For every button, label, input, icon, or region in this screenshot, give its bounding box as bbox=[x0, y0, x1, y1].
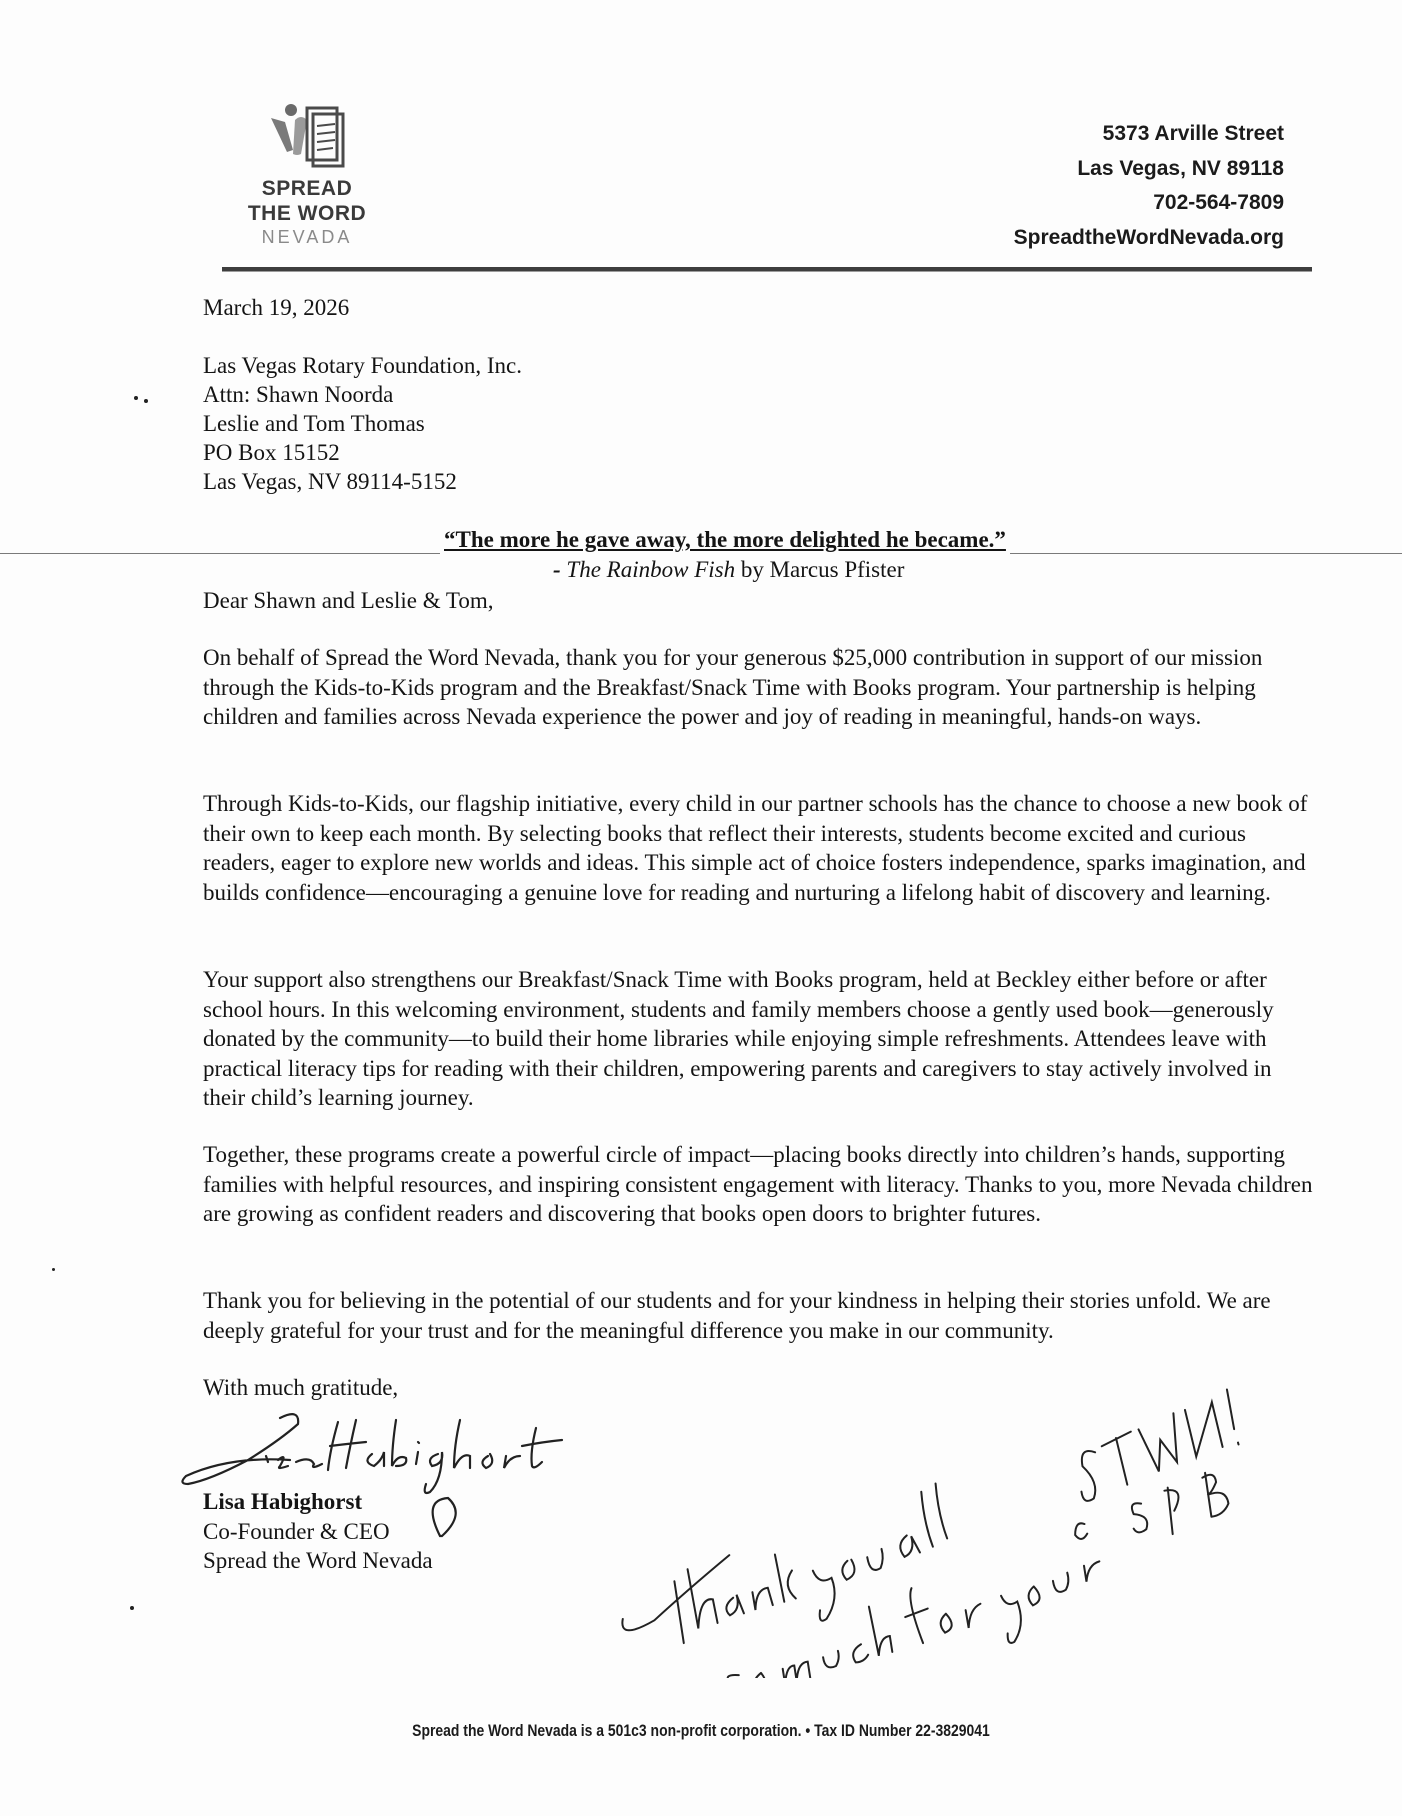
recipient-line: Attn: Shawn Noorda bbox=[203, 382, 394, 407]
phone-number: 702-564-7809 bbox=[1153, 191, 1284, 214]
signer-title: Co-Founder & CEO bbox=[203, 1518, 390, 1544]
body-paragraph: On behalf of Spread the Word Nevada, thank you for your generous $25,000 contribution in support of our mission through the Kids-to-Kids program and the Breakfast/Snack Time with Books program. Your partnership is helping children and families across Nevada experience the power and joy of reading in meaningful, hands-on ways. bbox=[203, 645, 1263, 729]
body-paragraph: Thank you for believing in the potential of our students and for your kindness in helping their stories unfold. We are deeply grateful for your trust and for the meaningful difference you make in our community. bbox=[203, 1288, 1271, 1343]
attribution-dash: - bbox=[553, 557, 567, 582]
footer-legal: Spread the Word Nevada is a 501c3 non-profit corporation. • Tax ID Number 22-3829041 bbox=[412, 1721, 990, 1740]
signer-name: Lisa Habighorst bbox=[203, 1489, 363, 1514]
website: SpreadtheWordNevada.org bbox=[1013, 225, 1284, 249]
epigraph-quote: “The more he gave away, the more delighted he became.” bbox=[440, 525, 1010, 554]
scan-speck bbox=[52, 1268, 55, 1271]
org-logo bbox=[222, 100, 392, 248]
street-address: 5373 Arville Street bbox=[1102, 122, 1284, 145]
recipient-line: Leslie and Tom Thomas bbox=[203, 411, 425, 436]
signer-organization: Spread the Word Nevada bbox=[203, 1548, 433, 1573]
book-reader-icon bbox=[261, 100, 353, 172]
body-paragraph: Your support also strengthens our Breakfast/Snack Time with Books program, held at Beckley either before or after school hours. In this welcoming environment, students and family members choose a gently used book—generously donated by the community—to build their home libraries while enjoying simple refreshments. Attendees leave with practical literacy tips for reading with their children, empowering parents and caregivers to stay actively involved in their child’s learning journey. bbox=[203, 967, 1274, 1110]
logo-line-nevada: NEVADA bbox=[261, 227, 353, 247]
book-author: by Marcus Pfister bbox=[735, 557, 905, 582]
epigraph-attribution bbox=[553, 555, 904, 584]
recipient-address bbox=[203, 351, 522, 496]
book-title: The Rainbow Fish bbox=[566, 557, 736, 582]
logo-line-the-word: THE WORD bbox=[247, 202, 367, 225]
recipient-line: Las Vegas Rotary Foundation, Inc. bbox=[203, 353, 522, 378]
letter-date: March 19, 2026 bbox=[203, 295, 350, 320]
letterhead-divider bbox=[222, 267, 1312, 272]
scan-speck bbox=[134, 396, 138, 400]
body-paragraph: Through Kids-to-Kids, our flagship initiative, every child in our partner schools has the chance to choose a new book of their own to keep each month. By selecting books that reflect their interests, students become excited and curious readers, eager to explore new worlds and ideas. This simple act of choice fosters independence, sparks imagination, and builds confidence—encouraging a genuine love for reading and nurturing a lifelong habit of discovery and learning. bbox=[203, 791, 1308, 905]
city-state-zip: Las Vegas, NV 89118 bbox=[1077, 156, 1284, 180]
salutation: Dear Shawn and Leslie & Tom, bbox=[203, 588, 494, 613]
handwritten-note bbox=[610, 1378, 1270, 1678]
signature-block bbox=[203, 1487, 433, 1576]
recipient-line: Las Vegas, NV 89114-5152 bbox=[203, 469, 457, 494]
body-paragraph: Together, these programs create a powerful circle of impact—placing books directly into children’s hands, supporting families with helpful resources, and inspiring consistent engagement with literacy. Thanks to you, more Nevada children are growing as confident readers and discovering that books open doors to brighter futures. bbox=[203, 1142, 1313, 1226]
closing: With much gratitude, bbox=[203, 1375, 399, 1400]
scan-speck bbox=[130, 1606, 134, 1610]
recipient-line: PO Box 15152 bbox=[203, 440, 340, 465]
scan-speck bbox=[144, 399, 148, 403]
logo-line-spread: SPREAD bbox=[261, 177, 353, 200]
contact-block bbox=[1014, 117, 1284, 255]
